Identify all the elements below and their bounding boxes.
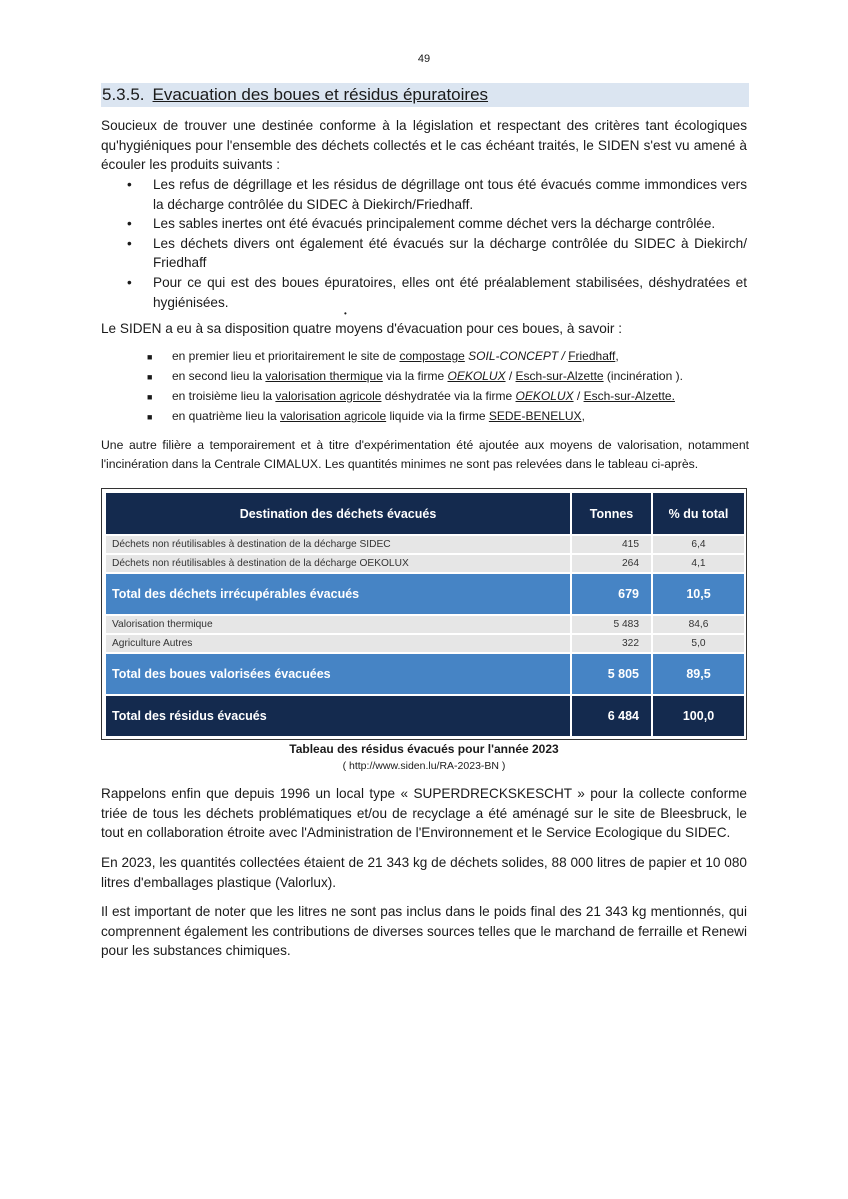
table-grand-total-tonnes: 6 484 (572, 696, 651, 736)
table-header-destination: Destination des déchets évacués (106, 493, 570, 534)
list-item: ■ en troisième lieu la valorisation agricole déshydratée via la firme OEKOLUX / Esch-sur-Alzette. (101, 386, 747, 406)
table-total-label: Total des déchets irrécupérables évacués (106, 574, 570, 614)
table-row-tonnes: 322 (572, 635, 651, 652)
link-valorisation-agricole[interactable]: valorisation agricole (275, 389, 382, 403)
table-row-label: Déchets non réutilisables à destination de la décharge SIDEC (106, 536, 570, 553)
bullet-text: Les sables inertes ont été évacués principalement comme déchet vers la décharge contrôlée. (153, 216, 716, 232)
closing-paragraph-2: En 2023, les quantités collectées étaient de 21 343 kg de déchets solides, 88 000 litres de papier et 10 080 litres d'emballages plastique (Valorlux). (101, 855, 747, 890)
bullet-text: Pour ce qui est des boues épuratoires, elles ont été préalablement stabilisées, déshydratées et hygiénisées. (153, 274, 747, 310)
table-row-pct: 6,4 (653, 536, 744, 553)
experiment-note: Une autre filière a temporairement et à titre d'expérimentation été ajoutée aux moyens de valorisation, notamment l'incinération dans la Centrale CIMALUX. Les quantités minimes ne sont pas relevées dans le tableau ci-après. (101, 438, 749, 471)
list-item (101, 234, 747, 273)
residues-table (101, 488, 747, 740)
table-row-label: Déchets non réutilisables à destination de la décharge OEKOLUX (106, 555, 570, 572)
bullet-text: Les refus de dégrillage et les résidus de dégrillage ont tous été évacués comme immondices vers la décharge contrôlée du SIDEC à Diekirch/Friedhaff. (153, 177, 747, 212)
square-bullet-icon: ■ (147, 352, 153, 362)
link-friedhaff[interactable]: Friedhaff (568, 349, 616, 363)
table-total-tonnes: 5 805 (572, 654, 651, 694)
table-row-tonnes: 264 (572, 555, 651, 572)
bullet-icon: • (127, 235, 132, 251)
bullet-icon: • (127, 177, 132, 192)
list-item (101, 214, 747, 234)
list-item (101, 273, 747, 312)
intro-paragraph: Soucieux de trouver une destinée conforme à la législation et respectant des critères tant écologiques qu'hygiéniques pour l'ensemble des déchets collectés et le cas échéant traités, le SIDEN s'est vu amené à écouler les produits suivants : (101, 118, 747, 173)
table-header-tonnes: Tonnes (572, 493, 651, 534)
table-total-tonnes: 679 (572, 574, 651, 614)
bullet-list (101, 175, 747, 312)
link-oekolux[interactable]: OEKOLUX (515, 389, 574, 403)
link-sede-benelux[interactable]: SEDE-BENELUX (488, 409, 582, 423)
closing-paragraph-3: Il est important de noter que les litres ne sont pas inclus dans le poids final des 21 343 kg mentionnés, qui comprennent également les contributions de diverses sources telles que le marchand de ferraille et Renewi pour les substances chimiques. (101, 904, 747, 959)
list-item: ■ en quatrième lieu la valorisation agricole liquide via la firme SEDE-BENELUX, (101, 406, 747, 426)
table-total-label: Total des boues valorisées évacuées (106, 654, 570, 694)
link-compostage[interactable]: compostage (399, 349, 465, 363)
page-number: 49 (417, 53, 431, 65)
table-header-pct: % du total (653, 493, 744, 534)
list-item (101, 175, 747, 214)
section-title: Evacuation des boues et résidus épuratoires (152, 85, 489, 104)
stray-dot-icon: • (344, 309, 347, 318)
link-esch-sur-alzette[interactable]: Esch-sur-Alzette. (583, 389, 675, 403)
bullet-icon: • (127, 216, 132, 232)
means-intro: Le SIDEN a eu à sa disposition quatre moyens d'évacuation pour ces boues, à savoir : (101, 321, 622, 336)
table-row-pct: 5,0 (653, 635, 744, 652)
table-row-tonnes: 5 483 (572, 616, 651, 633)
table-grand-total-label: Total des résidus évacués (106, 696, 570, 736)
square-bullet-icon: ■ (147, 392, 153, 402)
table-row-pct: 84,6 (653, 616, 744, 633)
link-esch-sur-alzette[interactable]: Esch-sur-Alzette (515, 369, 604, 383)
list-item: ■ en premier lieu et prioritairement le site de compostage SOIL-CONCEPT / Friedhaff, (101, 346, 747, 366)
square-bullet-icon: ■ (147, 412, 153, 422)
means-list (101, 346, 747, 426)
table-row-pct: 4,1 (653, 555, 744, 572)
link-valorisation-thermique[interactable]: valorisation thermique (265, 369, 383, 383)
bullet-text: Les déchets divers ont également été évacués sur la décharge contrôlée du SIDEC à Diekirch/ Friedhaff (153, 235, 747, 271)
list-item: ■ en second lieu la valorisation thermique via la firme OEKOLUX / Esch-sur-Alzette (incinération ). (101, 366, 747, 386)
table-grand-total-pct: 100,0 (653, 696, 744, 736)
section-number: 5.3.5. (102, 85, 145, 104)
link-valorisation-agricole[interactable]: valorisation agricole (280, 409, 387, 423)
table-row-label: Valorisation thermique (106, 616, 570, 633)
table-row-label: Agriculture Autres (106, 635, 570, 652)
section-heading (101, 83, 749, 107)
link-oekolux[interactable]: OEKOLUX (447, 369, 506, 383)
bullet-icon: • (127, 274, 132, 290)
table-caption: Tableau des résidus évacués pour l'année 2023 (289, 742, 559, 756)
table-source-link[interactable]: ( http://www.siden.lu/RA-2023-BN ) (342, 760, 506, 772)
table-total-pct: 10,5 (653, 574, 744, 614)
table-total-pct: 89,5 (653, 654, 744, 694)
table-row-tonnes: 415 (572, 536, 651, 553)
square-bullet-icon: ■ (147, 372, 153, 382)
closing-paragraph-1: Rappelons enfin que depuis 1996 un local type « SUPERDRECKSKESCHT » pour la collecte conforme triée de tous les déchets problématiques et/ou de recyclage a été aménagé sur le site de Bleesbruck, le tout en collaboration étroite avec l'Administration de l'Environnement et le Service Ecologique du SIDEC. (101, 786, 747, 841)
